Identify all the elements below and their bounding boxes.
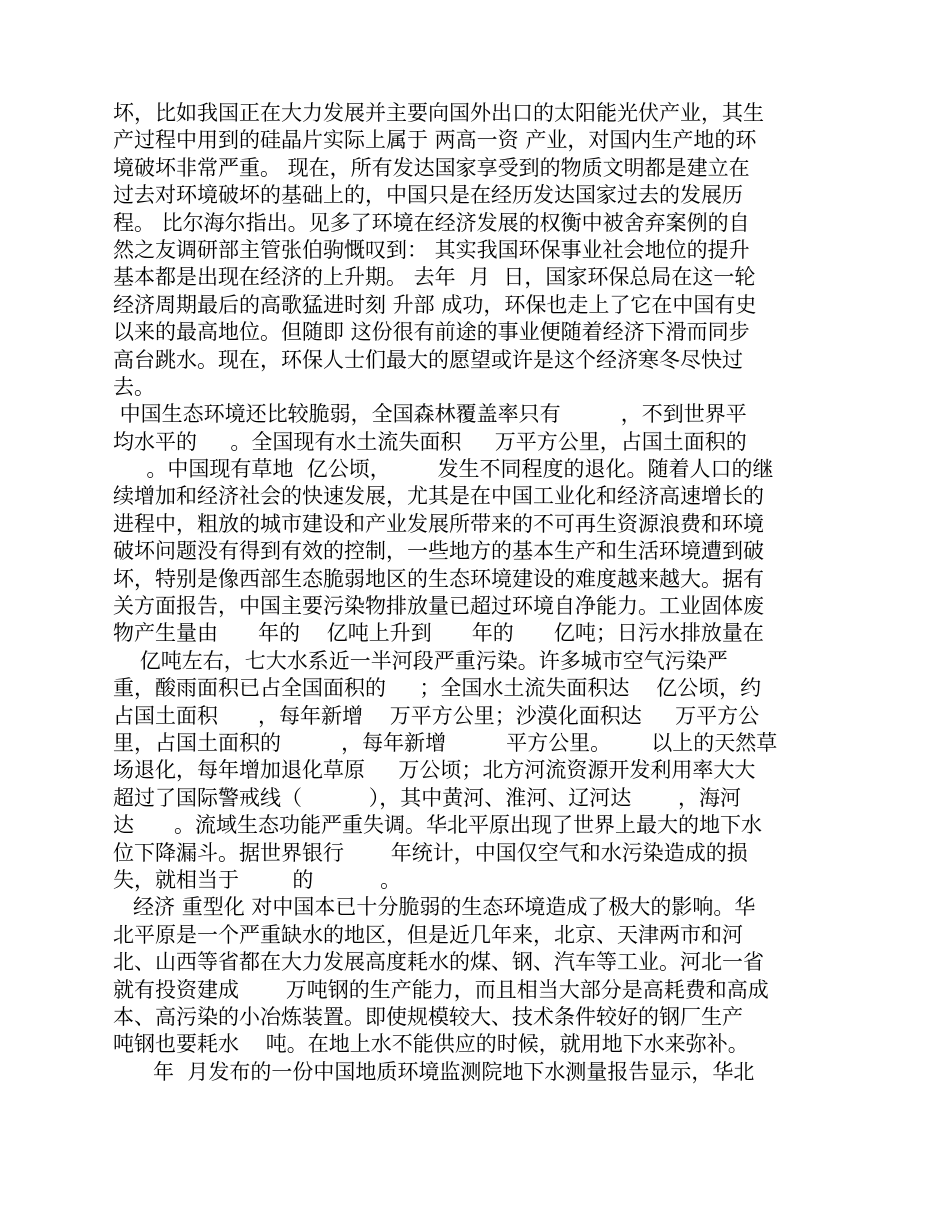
text-line: 基本都是出现在经济的上升期。 去年 月 日，国家环保总局在这一轮 [113, 265, 756, 290]
body-text [113, 100, 843, 1086]
text-line: 程。 比尔海尔指出。见多了环境在经济发展的权衡中被舍弃案例的自 [113, 210, 750, 235]
text-line: 年 月发布的一份中国地质环境监测院地下水测量报告显示，华北 [113, 1059, 755, 1084]
text-line: 破坏问题没有得到有效的控制，一些地方的基本生产和生活环境遭到破 [113, 539, 764, 564]
text-line: 以来的最高地位。但随即 这份很有前途的事业便随着经济下滑而同步 [113, 320, 750, 345]
text-line: 高台跳水。现在，环保人士们最大的愿望或许是这个经济寒冬尽快过 [113, 347, 743, 372]
text-line: 达 。流域生态功能严重失调。华北平原出现了世界上最大的地下水 [113, 813, 763, 838]
text-line: 坏，比如我国正在大力发展并主要向国外出口的太阳能光伏产业，其生 [113, 101, 764, 125]
text-line: 续增加和经济社会的快速发展，尤其是在中国工业化和经济高速增长的 [113, 484, 764, 509]
text-line: 坏，特别是像西部生态脆弱地区的生态环境建设的难度越来越大。据有 [113, 566, 764, 591]
text-line: 重，酸雨面积已占全国面积的 ；全国水土流失面积达 亿公顷，约 [113, 676, 762, 701]
text-line: 经济周期最后的高歌猛进时刻 升部 成功，环保也走上了它在中国有史 [113, 292, 757, 317]
text-line: 产过程中用到的硅晶片实际上属于 两高一资 产业，对国内生产地的环 [113, 128, 757, 153]
text-line: 场退化，每年增加退化草原 万公顷；北方河流资源开发利用率大大 [113, 758, 756, 783]
text-line: 关方面报告，中国主要污染物排放量已超过环境自净能力。工业固体废 [113, 594, 764, 619]
text-line: 去。 [113, 374, 155, 399]
text-line: 本、高污染的小冶炼装置。即使规模较大、技术条件较好的钢厂生产 [113, 1004, 743, 1029]
text-line: 。中国现有草地 亿公顷， 发生不同程度的退化。随着人口的继 [113, 457, 774, 482]
text-line: 占国土面积 ，每年新增 万平方公里；沙漠化面积达 万平方公 [113, 703, 760, 728]
text-line: 超过了国际警戒线（ ），其中黄河、淮河、辽河达 ，海河 [113, 785, 741, 810]
text-line: 然之友调研部主管张伯驹慨叹到： 其实我国环保事业社会地位的提升 [113, 237, 750, 262]
text-line: 北、山西等省都在大力发展高度耗水的煤、钢、汽车等工业。河北一省 [113, 950, 764, 975]
text-line: 吨钢也要耗水 吨。在地上水不能供应的时候，就用地下水来弥补。 [113, 1032, 749, 1057]
text-line: 失，就相当于 的 。 [113, 867, 402, 892]
text-line: 里，占国土面积的 ，每年新增 平方公里。 以上的天然草 [113, 730, 778, 755]
text-line: 北平原是一个严重缺水的地区，但是近几年来，北京、天津两市和河 [113, 922, 743, 947]
text-line: 均水平的 。全国现有水土流失面积 万平方公里，占国土面积的 [113, 429, 747, 454]
text-line: 过去对环境破坏的基础上的，中国只是在经历发达国家过去的发展历 [113, 183, 743, 208]
text-line: 就有投资建成 万吨钢的生产能力，而且相当大部分是高耗费和高成 [113, 977, 769, 1002]
text-line: 中国生态环境还比较脆弱，全国森林覆盖率只有 ，不到世界平 [113, 402, 747, 427]
text-line: 位下降漏斗。据世界银行 年统计，中国仅空气和水污染造成的损 [113, 840, 748, 865]
text-line: 进程中，粗放的城市建设和产业发展所带来的不可再生资源浪费和环境 [113, 511, 764, 536]
text-line: 物产生量由 年的 亿吨上升到 年的 亿吨；日污水排放量在 [113, 621, 764, 646]
text-line: 经济 重型化 对中国本已十分脆弱的生态环境造成了极大的影响。华 [113, 895, 756, 920]
text-line: 境破坏非常严重。 现在，所有发达国家享受到的物质文明都是建立在 [113, 155, 750, 180]
text-line: 亿吨左右，七大水系近一半河段严重污染。许多城市空气污染严 [113, 648, 728, 673]
